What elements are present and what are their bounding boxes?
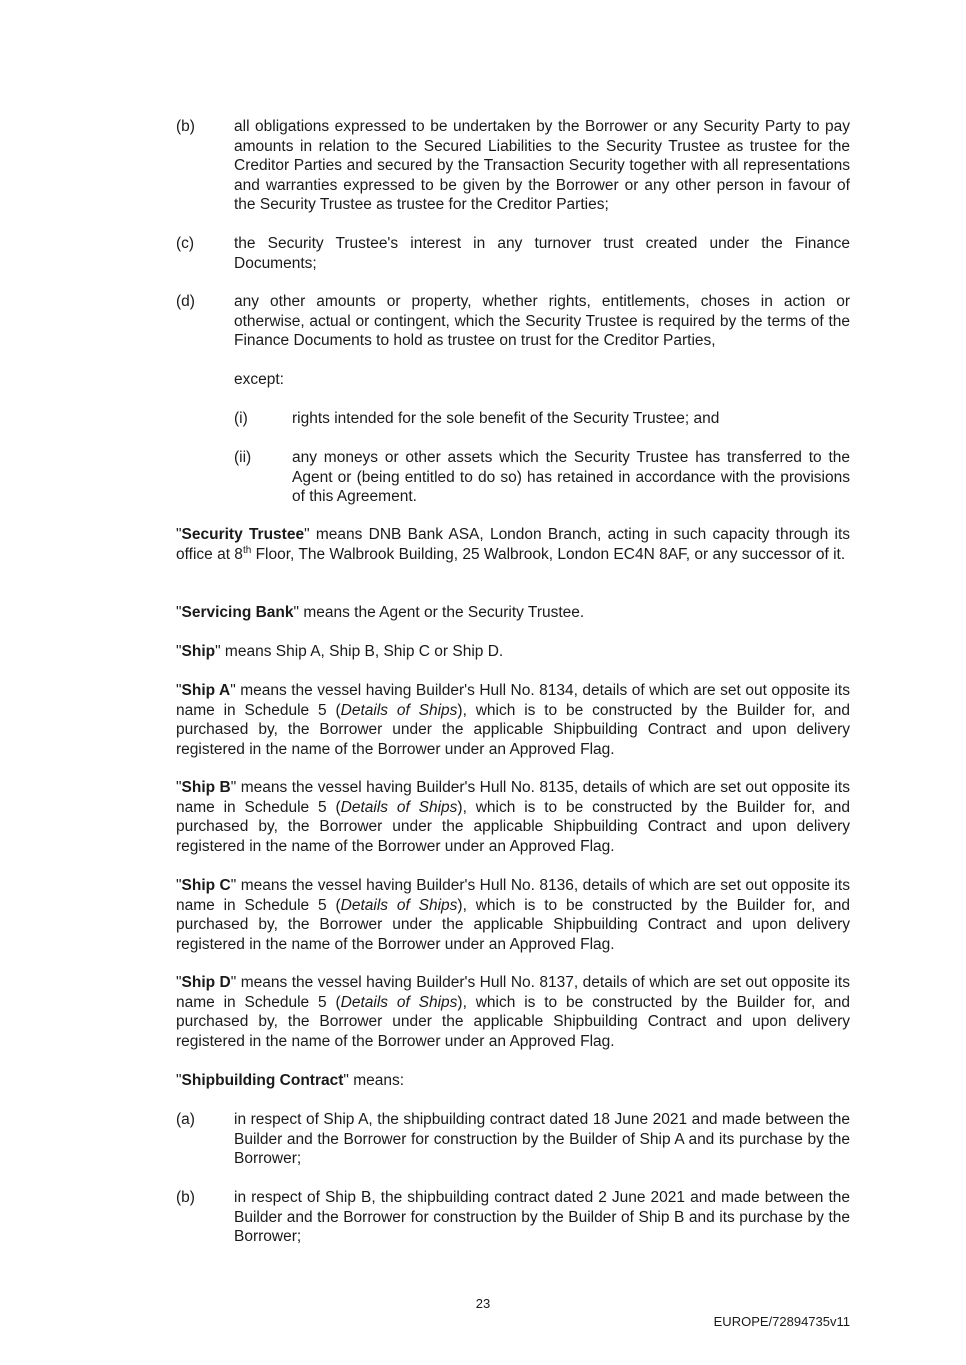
- item-text: the Security Trustee's interest in any turnover trust created under the Finance Documents;: [234, 235, 850, 272]
- defined-term: Ship D: [181, 974, 231, 991]
- item-text: in respect of Ship A, the shipbuilding contract dated 18 June 2021 and made between the Builder and the Borrower for construction by the Builder of Ship A and its purchase by the Borrower;: [234, 1111, 850, 1167]
- definition-shipbuilding-contract: "Shipbuilding Contract" means:: [176, 1072, 405, 1089]
- defined-term: Ship C: [181, 877, 231, 894]
- item-label: (b): [176, 118, 195, 135]
- item-text: any other amounts or property, whether rights, entitlements, choses in action or otherwise, actual or contingent, which the Security Trustee is required by the terms of the Finance Documents to hold as trustee on trust for the Creditor Parties,: [234, 293, 850, 349]
- definition-security-trustee: "Security Trustee" means DNB Bank ASA, London Branch, acting in such capacity through its office at 8th Floor, The Walbrook Building, 25 Walbrook, London EC4N 8AF, or any successor of it.: [176, 526, 851, 563]
- item-label: (a): [176, 1111, 195, 1128]
- defined-term: Ship: [181, 643, 216, 660]
- document-reference: EUROPE/72894735v11: [713, 1314, 850, 1329]
- except-label: except:: [234, 371, 284, 388]
- item-label: (b): [176, 1189, 195, 1206]
- defined-term: Shipbuilding Contract: [181, 1072, 344, 1089]
- definition-ship: "Ship" means Ship A, Ship B, Ship C or Ship D.: [176, 643, 504, 660]
- definition-ship-d: "Ship D" means the vessel having Builder's Hull No. 8137, details of which are set out opposite its name in Schedule 5 (Details of Ships), which is to be constructed by the Builder for, and purchased by, the Borrower under the applicable Shipbuilding Contract and upon delivery registered in the name of the Borrower under an Approved Flag.: [176, 974, 850, 1050]
- defined-term: Ship B: [181, 779, 231, 796]
- definition-ship-a: "Ship A" means the vessel having Builder's Hull No. 8134, details of which are set out opposite its name in Schedule 5 (Details of Ships), which is to be constructed by the Builder for, and purchased by, the Borrower under the applicable Shipbuilding Contract and upon delivery registered in the name of the Borrower under an Approved Flag.: [176, 682, 850, 758]
- item-text: in respect of Ship B, the shipbuilding contract dated 2 June 2021 and made between the Builder and the Borrower for construction by the Builder of Ship B and its purchase by the Borrower;: [234, 1189, 850, 1245]
- item-text: all obligations expressed to be undertaken by the Borrower or any Security Party to pay amounts in relation to the Secured Liabilities to the Security Trustee as trustee for the Creditor Parties and secured by the Transaction Security together with all representations and warranties expressed to be given by the Borrower or any other person in favour of the Security Trustee as trustee for the Creditor Parties;: [234, 118, 850, 213]
- item-label: (c): [176, 235, 195, 252]
- defined-term: Security Trustee: [181, 526, 305, 543]
- definition-ship-c: "Ship C" means the vessel having Builder's Hull No. 8136, details of which are set out opposite its name in Schedule 5 (Details of Ships), which is to be constructed by the Builder for, and purchased by, the Borrower under the applicable Shipbuilding Contract and upon delivery registered in the name of the Borrower under an Approved Flag.: [176, 877, 850, 953]
- item-label: (ii): [234, 449, 252, 466]
- defined-term: Servicing Bank: [181, 604, 294, 621]
- definition-servicing-bank: "Servicing Bank" means the Agent or the Security Trustee.: [176, 604, 585, 621]
- page-number: 23: [475, 1296, 491, 1311]
- item-text: rights intended for the sole benefit of the Security Trustee; and: [292, 410, 720, 427]
- definition-ship-b: "Ship B" means the vessel having Builder's Hull No. 8135, details of which are set out opposite its name in Schedule 5 (Details of Ships), which is to be constructed by the Builder for, and purchased by, the Borrower under the applicable Shipbuilding Contract and upon delivery registered in the name of the Borrower under an Approved Flag.: [176, 779, 850, 855]
- defined-term: Ship A: [181, 682, 231, 699]
- item-label: (d): [176, 293, 195, 310]
- item-text: any moneys or other assets which the Security Trustee has transferred to the Agent or (being entitled to do so) has retained in accordance with the provisions of this Agreement.: [292, 449, 850, 505]
- item-label: (i): [234, 410, 248, 427]
